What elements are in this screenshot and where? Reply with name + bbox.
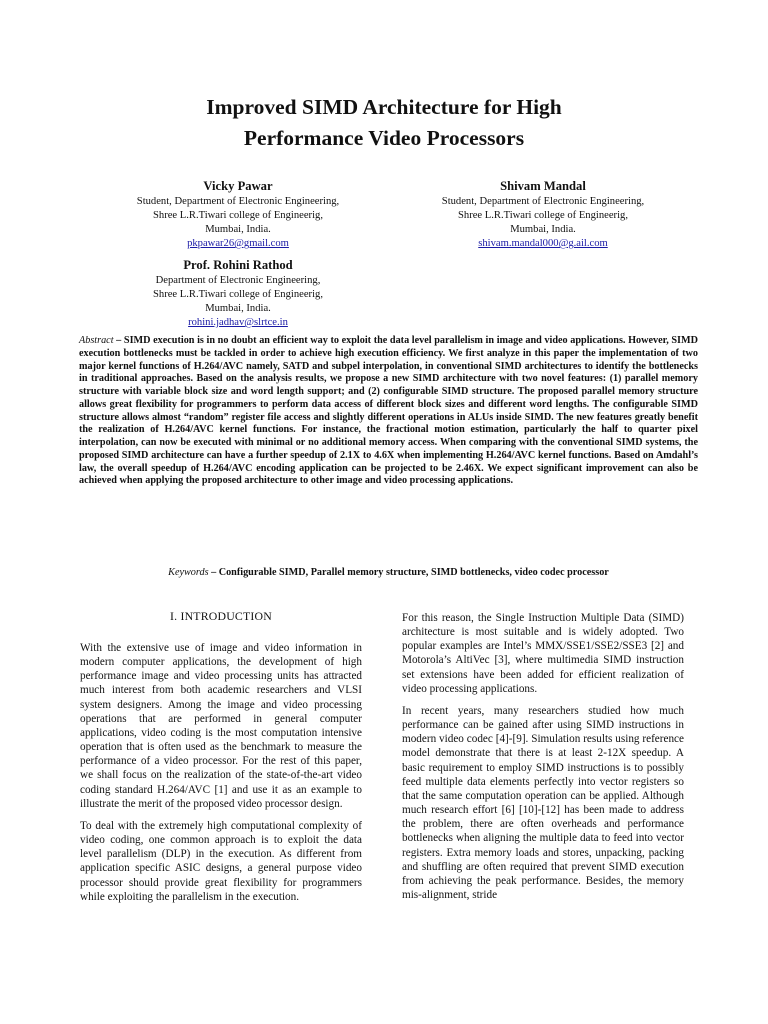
author-name: Prof. Rohini Rathod [183, 258, 293, 272]
intro-paragraph-4: In recent years, many researchers studied how much performance can be gained after using SIMD instructions in modern video codec [4]-[9]. Simulation results using reference model demonstrate that there is at least 2-12X speedup. A basic requirement to employ SIMD instructions is to possibly feed multiple data elements perfectly into vector registers so that the same computation operation can be applied. Although much research effort [6] [10]-[12] has been made to address the problem, there are often overheads and performance bottlenecks when aligning the multiple data to feed into vector registers. Extra memory loads and stores, unpacking, packing and shuffling are often required that prevent SIMD execution from achieving the peak performance. Besides, the memory mis-alignment, stride [402, 704, 684, 901]
abstract-text: – SIMD execution is in no doubt an efficient way to exploit the data level parallelism in image and video applications. However, SIMD execution bottlenecks must be tackled in order to achieve high execution efficiency. We first analyze in this paper the implementation of two major kernel functions of H.264/AVC namely, SATD and subpel interpolation, in conventional SIMD architectures to identify the bottlenecks in traditional approaches. Based on the analysis results, we propose a new SIMD architecture with two novel features: (1) parallel memory structure with variable block size and word length support; and (2) configurable SIMD structure. The proposed parallel memory structure allows great flexibility for programmers to perform data access of different block sizes and different word lengths. The configurable SIMD structure allows almost “random” register file access and slightly different operations in ALUs inside SIMD. The new features greatly benefit the realization of H.264/AVC kernel functions. For instance, the fractional motion estimation, particularly the half to quarter pixel interpolation, can now be executed with minimal or no additional memory access. When comparing with the conventional SIMD systems, the proposed SIMD architecture can have a further speedup of 2.1X to 4.6X when implementing H.264/AVC kernel functions. Based on Amdahl’s law, the overall speedup of H.264/AVC encoding application can be projected to be 2.46X. We expect significant improvement can also be achieved when applying the proposed architecture to other image and video processing applications. [79, 335, 698, 487]
intro-paragraph-1: With the extensive use of image and video information in modern computer applications, the development of high performance image and video processing units has attracted much interest from both academic researchers and VLSI system designers. Among the image and video processing operations that are performed in general computer applications, video coding is the most computation intensive operation that is often used as the benchmark to measure the performance of a video processor. For the rest of this paper, we shall focus on the realization of the state-of-the-art video coding standard H.264/AVC [1] and use it as an example to illustrate the merit of the proposed video processor design. [80, 642, 362, 810]
author-email-link[interactable]: rohini.jadhav@slrtce.in [188, 317, 288, 328]
author-email-link[interactable]: shivam.mandal000@g.ail.com [478, 238, 608, 249]
section-heading-introduction: I. INTRODUCTION [170, 609, 272, 623]
abstract [79, 335, 698, 488]
right-column [402, 611, 684, 910]
author-location: Mumbai, India. [510, 224, 576, 235]
author-block-shivam-mandal [403, 178, 683, 251]
title-line-2: Performance Video Processors [243, 126, 525, 150]
author-location: Mumbai, India. [205, 303, 271, 314]
author-college: Shree L.R.Tiwari college of Engineerig, [153, 210, 323, 221]
paper-title [0, 92, 768, 154]
author-block-vicky-pawar [98, 178, 378, 251]
keywords-label: Keywords [168, 567, 209, 578]
author-affiliation: Student, Department of Electronic Engineering, [136, 196, 340, 207]
keywords [79, 566, 698, 579]
author-affiliation: Student, Department of Electronic Engineering, [441, 196, 645, 207]
author-affiliation: Department of Electronic Engineering, [155, 275, 321, 286]
author-name: Vicky Pawar [203, 179, 273, 193]
left-column [80, 608, 362, 912]
title-line-1: Improved SIMD Architecture for High [206, 95, 562, 119]
abstract-label: Abstract [79, 335, 114, 346]
author-college: Shree L.R.Tiwari college of Engineerig, [153, 289, 323, 300]
author-block-rohini-rathod [98, 257, 378, 330]
author-location: Mumbai, India. [205, 224, 271, 235]
intro-paragraph-3: For this reason, the Single Instruction Multiple Data (SIMD) architecture is most suitable and is widely adopted. Two popular examples are Intel’s MMX/SSE1/SSE2/SSE3 [2] and Motorola’s AltiVec [3], where multimedia SIMD instruction set extensions have been added for efficient realization of video processing applications. [402, 612, 684, 695]
keywords-text: – Configurable SIMD, Parallel memory structure, SIMD bottlenecks, video codec processor [208, 567, 609, 578]
intro-paragraph-2: To deal with the extremely high computational complexity of video coding, one common approach is to exploit the data level parallelism (DLP) in the execution. As different from application specific ASIC designs, a general purpose video processor should provide great flexibility for programmers while exploiting the parallelism in the execution. [80, 819, 362, 903]
author-college: Shree L.R.Tiwari college of Engineerig, [458, 210, 628, 221]
author-name: Shivam Mandal [500, 179, 586, 193]
author-email-link[interactable]: pkpawar26@gmail.com [187, 238, 289, 249]
